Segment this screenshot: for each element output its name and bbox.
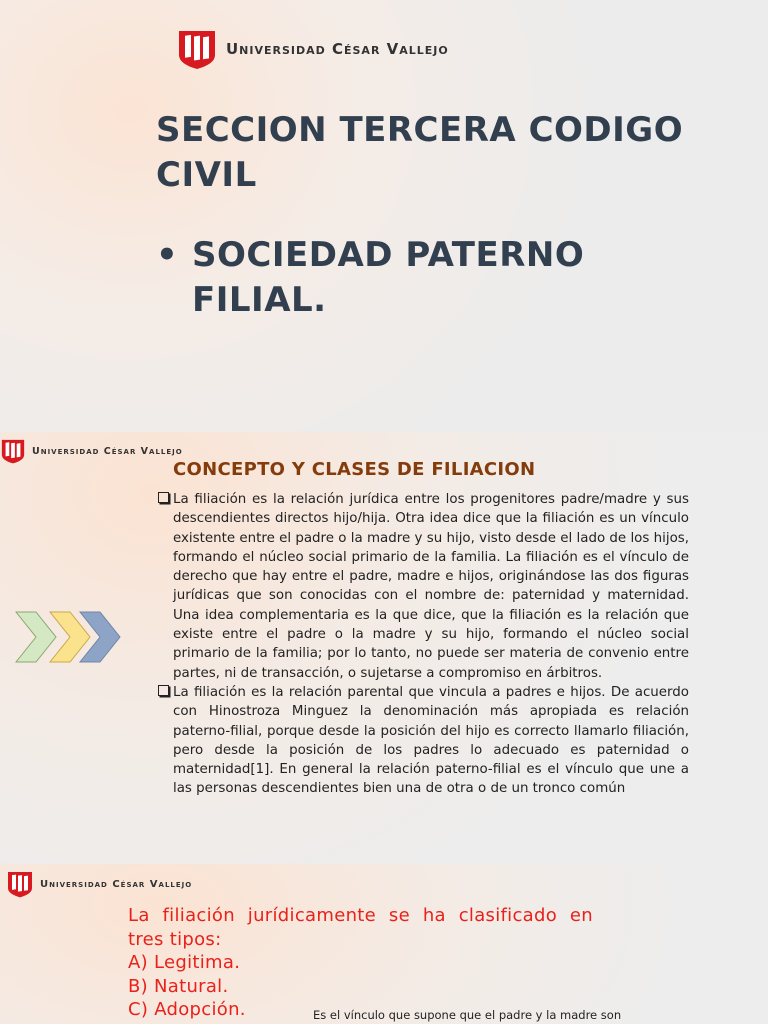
- paragraph-1: [158, 490, 689, 683]
- classification-intro: La filiación jurídicamente se ha clasificado en tres tipos:: [128, 905, 593, 950]
- paragraph-text: La filiación es la relación jurídica entre los progenitores padre/madre y sus descendientes directos hijo/hija. Otra idea dice que la filiación es un vínculo existente entre el padre o la madre y su hijo, visto desde el lado de los hijos, formando el núcleo social primario de la familia. La filiación es el vínculo de derecho que hay entre el padre, madre e hijos, originándose las dos figuras jurídicas que son conocidas con el nombre de: paternidad y maternidad. Una idea complementaria es la que dice, que la filiación es la relación que existe entre el padre o la madre y su hijo, formando el núcleo social primario de la familia; por lo tanto, no puede ser materia de convenio entre partes, ni de transacción, o sujetarse a compromiso en árbitros.: [173, 492, 689, 681]
- bullet-icon: •: [156, 235, 179, 275]
- university-logo: [0, 438, 183, 464]
- bullet-text: SOCIEDAD PATERNO FILIAL.: [192, 235, 585, 320]
- type-item: C) Adopción.: [128, 999, 246, 1020]
- shield-icon: [176, 28, 218, 70]
- classification-text: [128, 904, 593, 1022]
- university-name: Universidad César Vallejo: [40, 878, 193, 890]
- type-item: A) Legitima.: [128, 952, 241, 973]
- slide-1: [0, 0, 768, 432]
- bullet-item: [156, 233, 716, 323]
- university-name: Universidad César Vallejo: [32, 445, 183, 457]
- page-title: SECCION TERCERA CODIGO CIVIL: [156, 110, 684, 195]
- university-name: Universidad César Vallejo: [226, 40, 449, 58]
- checkbox-bullet-icon: [158, 685, 169, 696]
- paragraph-2: [158, 683, 689, 799]
- paragraph-text: La filiación es la relación parental que vincula a padres e hijos. De acuerdo con Hinostroza Minguez la denominación más apropiada es relación paterno-filial, porque desde la posición del hijo es correcto llamarlo filiación, pero desde la posición de los padres lo adecuado es paternidad o maternidad[1]. En general la relación paterno-filial es el vínculo que une a las personas descendientes bien una de otra o de un tronco común: [173, 685, 689, 797]
- chevron-arrows-icon: [14, 609, 122, 665]
- side-text: Es el vínculo que supone que el padre y la madre son: [313, 1008, 622, 1022]
- university-logo: [6, 870, 192, 898]
- shield-icon: [0, 438, 26, 464]
- checkbox-bullet-icon: [158, 492, 169, 503]
- type-item: B) Natural.: [128, 975, 229, 997]
- shield-icon: [6, 870, 34, 898]
- section-heading: CONCEPTO Y CLASES DE FILIACION: [173, 459, 536, 480]
- university-logo: [176, 28, 449, 70]
